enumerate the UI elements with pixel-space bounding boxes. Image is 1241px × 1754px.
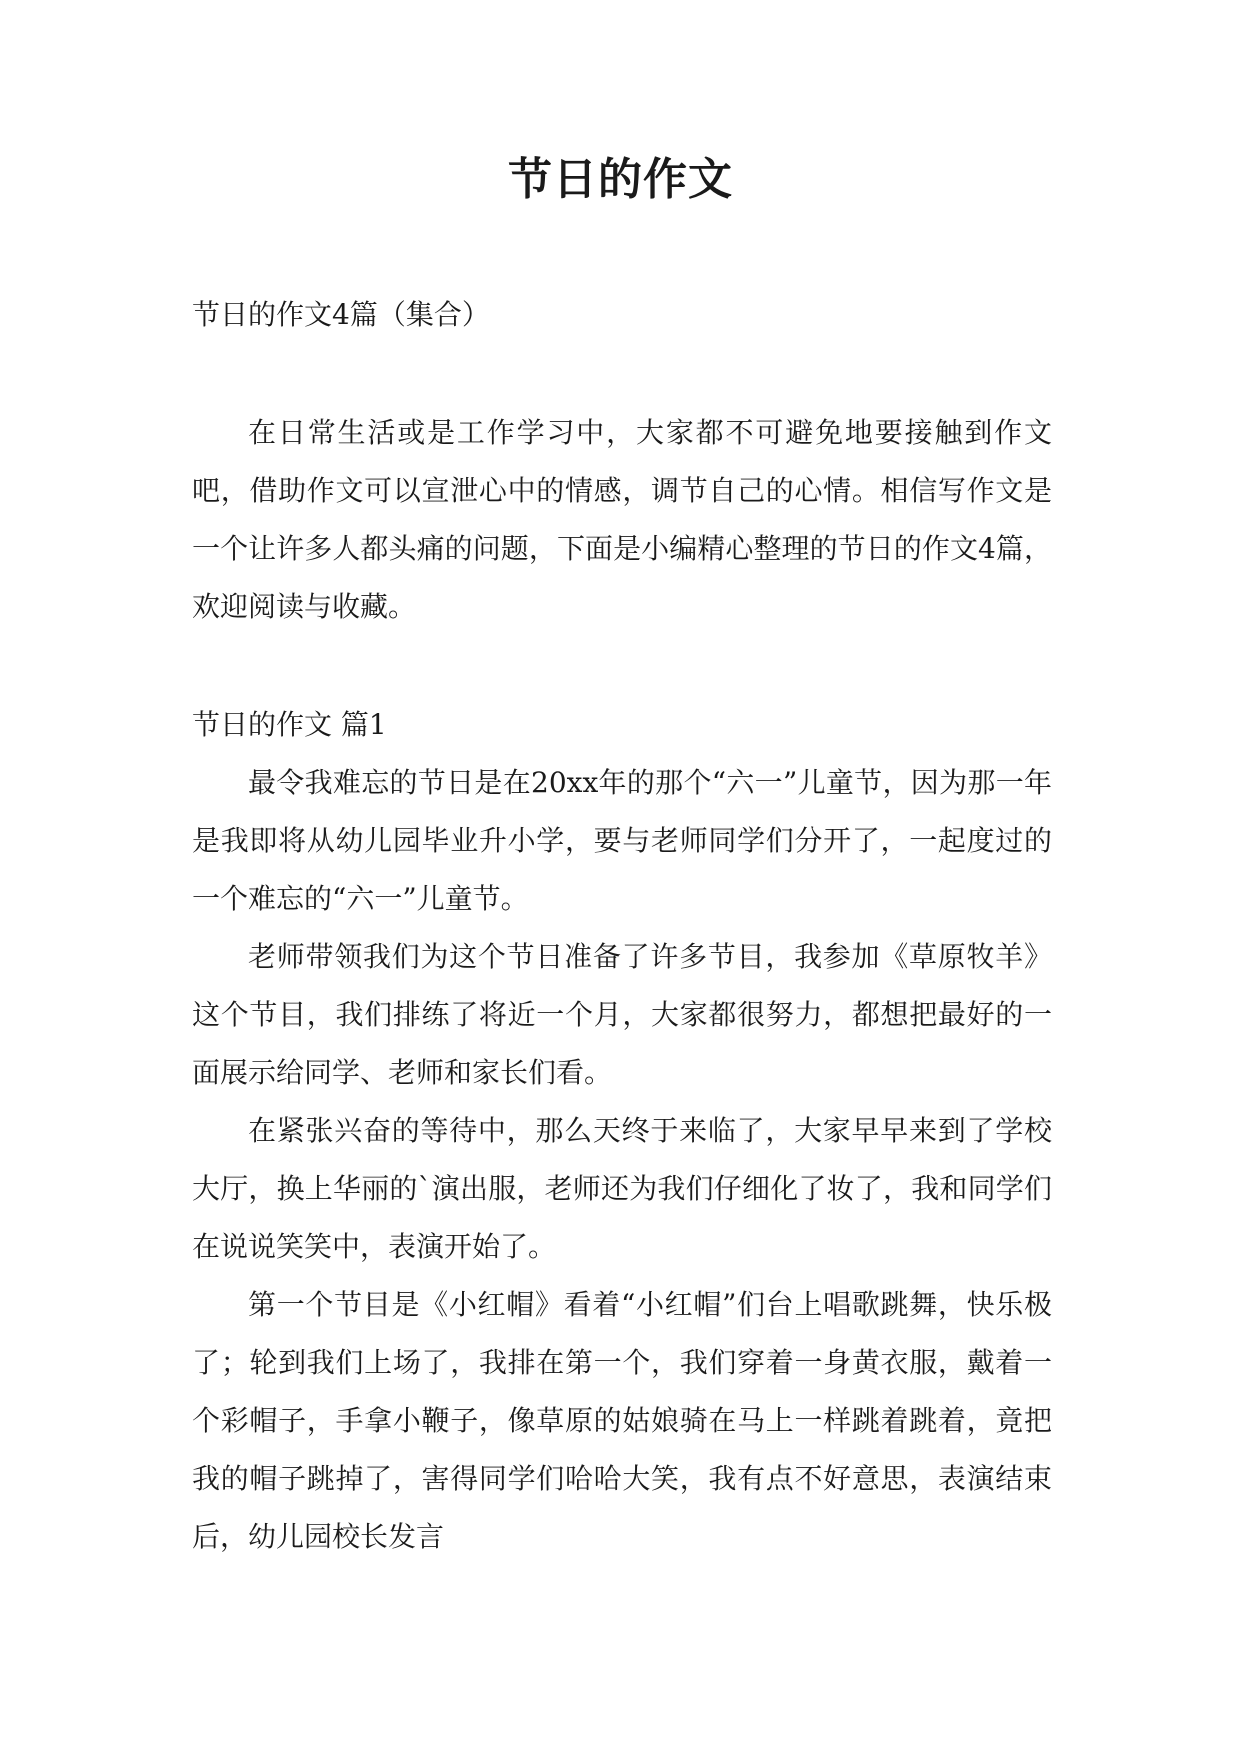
- document-subtitle: 节日的作文4篇（集合）: [192, 298, 490, 331]
- intro-paragraph: 在日常生活或是工作学习中，大家都不可避免地要接触到作文吧，借助作文可以宣泄心中的情感，调节自己的心情。相信写作文是一个让许多人都头痛的问题，下面是小编精心整理的节日的作文4篇，欢迎阅读与收藏。: [192, 416, 1052, 623]
- body-paragraph-2: 老师带领我们为这个节日准备了许多节目，我参加《草原牧羊》这个节目，我们排练了将近一个月，大家都很努力，都想把最好的一面展示给同学、老师和家长们看。: [192, 940, 1052, 1089]
- section-body: [192, 754, 1052, 1566]
- section-heading: 节日的作文 篇1: [192, 708, 387, 741]
- document-title: 节日的作文: [508, 154, 733, 205]
- body-paragraph-4: 第一个节目是《小红帽》看着“小红帽”们台上唱歌跳舞，快乐极了；轮到我们上场了，我排在第一个，我们穿着一身黄衣服，戴着一个彩帽子，手拿小鞭子，像草原的姑娘骑在马上一样跳着跳着，竟把我的帽子跳掉了，害得同学们哈哈大笑，我有点不好意思，表演结束后，幼儿园校长发言: [192, 1288, 1052, 1553]
- body-paragraph-1: 最令我难忘的节日是在20xx年的那个“六一”儿童节，因为那一年是我即将从幼儿园毕业升小学，要与老师同学们分开了，一起度过的一个难忘的“六一”儿童节。: [192, 766, 1052, 915]
- body-paragraph-3: 在紧张兴奋的等待中，那么天终于来临了，大家早早来到了学校大厅，换上华丽的`演出服，老师还为我们仔细化了妆了，我和同学们在说说笑笑中，表演开始了。: [192, 1114, 1052, 1263]
